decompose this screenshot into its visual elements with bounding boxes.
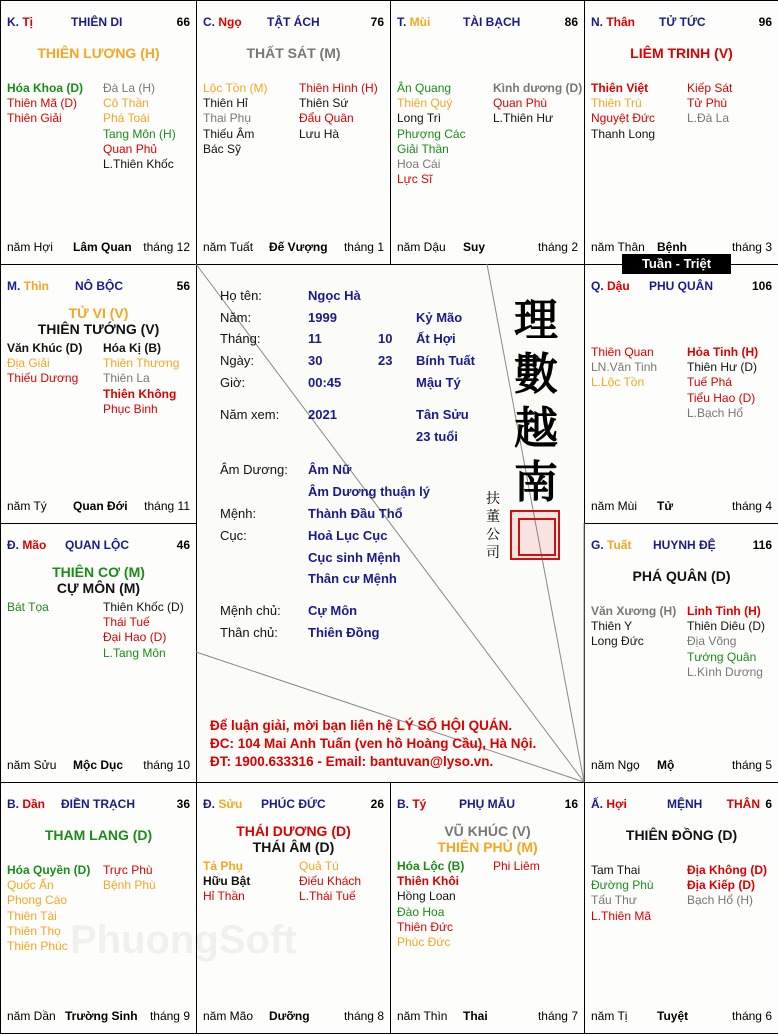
minor-star: LN.Văn Tinh (591, 360, 658, 375)
palace-name: TỬ TỨC (659, 15, 706, 29)
minor-star: Phong Cáo (7, 893, 68, 908)
palace-number: 116 (752, 538, 772, 552)
minor-star: Tả Phụ (203, 859, 244, 873)
footer-stage: Tuyệt (657, 1009, 689, 1023)
minor-star: Linh Tinh (H) (687, 604, 761, 618)
menh-label: Mệnh: (220, 506, 257, 521)
minor-star: Thiên Việt (591, 81, 649, 95)
minor-star: Bệnh Phù (103, 878, 156, 893)
small-char-2: 董 (486, 509, 500, 525)
than-chu-value: Thiên Đồng (308, 625, 380, 640)
main-star: PHÁ QUÂN (D) (632, 568, 731, 584)
day-lunar: 23 (378, 353, 393, 368)
palace-number: 76 (370, 15, 384, 29)
minor-star: Tiểu Hao (D) (687, 390, 756, 405)
menh-chu-value: Cự Môn (308, 603, 358, 618)
palace-branch-text: Q. Dậu (591, 279, 630, 293)
footer-year: năm Hợi (7, 240, 53, 254)
minor-star: Lưu Hà (299, 126, 340, 141)
footer-month: tháng 12 (143, 240, 190, 254)
palace-name: QUAN LỘC (65, 538, 129, 552)
minor-star: Thanh Long (591, 126, 656, 141)
minor-star: Văn Xương (H) (591, 604, 677, 618)
minor-star: L.Kình Dương (687, 664, 763, 679)
footer-month: tháng 11 (144, 499, 190, 513)
footer-stage: Dưỡng (269, 1009, 310, 1023)
palace-branch-text: T. Mùi (397, 15, 431, 29)
footer-stage: Mộc Dục (73, 758, 124, 772)
month-label: Tháng: (220, 331, 261, 346)
amduong-note: Âm Dương thuận lý (308, 484, 430, 499)
minor-star: Tướng Quân (687, 649, 757, 664)
minor-star: L.Bạch Hổ (687, 405, 744, 420)
month-lunar: 10 (378, 331, 393, 346)
contact-line-1: Để luận giải, mời bạn liên hệ LÝ SỐ HỘI QUÁN. (210, 718, 513, 733)
minor-star: Hỏa Tinh (H) (687, 345, 759, 359)
footer-month: tháng 10 (143, 758, 190, 772)
minor-star: Cô Thần (103, 96, 149, 111)
day-label: Ngày: (220, 353, 254, 368)
minor-star: Thiên Hư (D) (687, 360, 758, 375)
minor-star: Ân Quang (397, 81, 452, 95)
minor-star: Kiếp Sát (687, 81, 733, 95)
minor-star: Quan Phủ (103, 141, 158, 156)
minor-star: Lộc Tồn (M) (203, 81, 268, 95)
palace-number: 16 (564, 797, 578, 811)
minor-star: Bác Sỹ (203, 141, 242, 156)
minor-star: Thiên Tài (7, 908, 57, 923)
minor-star: Hỉ Thần (203, 889, 245, 904)
palace-branch-text: Đ. Mão (7, 538, 47, 552)
main-star: THÁI DƯƠNG (D) (236, 823, 351, 839)
minor-star: L.Thiên Hư (493, 111, 554, 126)
minor-star: Địa Võng (687, 634, 737, 649)
main-star: THIÊN TƯỚNG (V) (37, 321, 160, 337)
minor-star: Đà La (H) (103, 81, 156, 95)
main-star: THÁI ÂM (D) (252, 839, 335, 855)
view-year-label: Năm xem: (220, 407, 280, 422)
small-char-1: 扶 (486, 491, 500, 507)
minor-star: Tang Môn (H) (103, 126, 176, 141)
minor-star: L.Thiên Khốc (103, 156, 174, 171)
menh-value: Thành Đầu Thổ (308, 506, 403, 521)
footer-month: tháng 2 (537, 240, 578, 254)
palace-name: PHÚC ĐỨC (261, 797, 326, 811)
minor-star: Thiên La (103, 371, 150, 386)
minor-star: Địa Không (D) (687, 863, 767, 877)
palace-branch-text: K. Tị (7, 15, 34, 29)
footer-month: tháng 1 (343, 240, 384, 254)
minor-star: Long Đức (591, 634, 644, 649)
day-value: 30 (308, 353, 323, 368)
palace-branch-text: G. Tuất (591, 538, 632, 552)
amduong-value: Âm Nữ (308, 462, 352, 477)
than-marker: THÂN (726, 797, 760, 811)
minor-star: Hữu Bật (203, 874, 251, 889)
footer-stage: Thai (463, 1009, 488, 1023)
minor-star: Hoa Cái (397, 156, 441, 171)
small-calligraphy (486, 490, 502, 562)
footer-stage: Tử (657, 499, 674, 513)
footer-stage: Suy (463, 240, 486, 254)
minor-star: Thiên Phúc (7, 938, 68, 953)
minor-star: Thiên Hình (H) (299, 81, 378, 95)
palace-branch-text: B. Tý (397, 797, 427, 811)
palace-branch-text: N. Thân (591, 15, 636, 29)
palace-name: HUYNH ĐỆ (653, 538, 716, 552)
footer-stage: Lâm Quan (73, 240, 132, 254)
palace-number: 106 (751, 279, 772, 293)
main-star: CỰ MÔN (M) (56, 580, 141, 596)
day-canchi: Bính Tuất (416, 353, 475, 368)
minor-star: Hóa Lộc (B) (397, 859, 465, 873)
palace-name: NÔ BỘC (75, 279, 123, 293)
palace-branch-text: C. Ngọ (203, 15, 242, 29)
palace-name: PHỤ MẪU (459, 797, 515, 811)
minor-star: Thiên Không (103, 386, 177, 401)
minor-star: L.Thiên Mã (591, 908, 652, 923)
minor-star: Thiên Sứ (299, 96, 349, 111)
minor-star: Thiên Thọ (7, 923, 61, 938)
watermark-text: PhuongSoft (70, 918, 297, 962)
minor-star: Quốc Ấn (7, 878, 54, 893)
hour-label: Giờ: (220, 375, 246, 390)
minor-star: Đẩu Quân (299, 111, 354, 126)
minor-star: Hóa Khoa (D) (7, 81, 83, 95)
month-value: 11 (308, 331, 322, 346)
minor-star: Hóa Kị (B) (103, 341, 161, 355)
footer-year: năm Sửu (7, 758, 57, 772)
minor-star: Thiên Thương (103, 356, 180, 371)
footer-month: tháng 3 (731, 240, 772, 254)
minor-star: L.Lộc Tồn (591, 375, 645, 390)
footer-year: năm Tuất (203, 240, 254, 254)
main-star: THAM LANG (D) (44, 827, 153, 843)
palace-number: 46 (176, 538, 190, 552)
palace-number: 86 (564, 15, 578, 29)
small-char-3: 公 (486, 527, 500, 543)
minor-star: Địa Kiếp (D) (687, 878, 756, 893)
small-char-4: 司 (486, 545, 500, 561)
minor-star: L.Thái Tuế (299, 889, 356, 904)
footer-year: năm Dần (7, 1009, 56, 1023)
minor-star: Thiên Trù (591, 96, 642, 111)
contact-line-3: ĐT: 1900.633316 - Email: bantuvan@lyso.vn. (210, 754, 494, 769)
minor-star: Bát Tọa (7, 600, 49, 614)
footer-year: năm Mùi (591, 499, 638, 513)
main-star: THIÊN PHỦ (M) (437, 839, 538, 855)
minor-star: Đại Hao (D) (103, 630, 167, 645)
palace-number: 26 (370, 797, 384, 811)
palace-name: THIÊN DI (71, 15, 123, 29)
main-star: LIÊM TRINH (V) (630, 45, 733, 61)
footer-stage: Mộ (657, 758, 675, 772)
minor-star: Long Trì (397, 111, 442, 126)
calligraphy-char-2: 數 (514, 349, 558, 400)
footer-stage: Quan Đới (73, 499, 128, 513)
cuc-note2: Thân cư Mệnh (308, 571, 397, 586)
age-value: 23 tuổi (416, 429, 458, 444)
minor-star: Phượng Các (397, 126, 466, 141)
minor-star: Quả Tú (299, 859, 339, 873)
contact-line-2: ĐC: 104 Mai Anh Tuấn (ven hồ Hoàng Cầu), Hà Nội. (210, 736, 537, 751)
month-canchi: Ất Hợi (416, 331, 456, 346)
footer-month: tháng 8 (343, 1009, 384, 1023)
year-label: Năm: (220, 310, 252, 325)
minor-star: Phá Toái (103, 111, 150, 126)
minor-star: Thái Tuế (103, 615, 150, 630)
cuc-value: Hoả Lục Cục (308, 528, 388, 543)
minor-star: Thiếu Âm (203, 126, 255, 141)
minor-star: Thai Phụ (203, 111, 252, 126)
minor-star: Thiên Quý (397, 96, 453, 111)
minor-star: Tam Thai (591, 863, 641, 877)
amduong-label: Âm Dương: (220, 462, 288, 477)
palace-number: 96 (758, 15, 772, 29)
minor-star: Hồng Loan (397, 889, 456, 904)
minor-star: Thiên Diêu (D) (687, 619, 766, 634)
year-value: 1999 (308, 310, 337, 325)
palace-branch-text: Đ. Sửu (203, 797, 243, 811)
footer-month: tháng 4 (731, 499, 772, 513)
minor-star: Hóa Quyền (D) (7, 863, 91, 877)
palace-number: 6 (765, 797, 772, 811)
minor-star: Nguyệt Đức (591, 111, 656, 126)
main-star: THẤT SÁT (M) (246, 45, 341, 61)
minor-star: Đào Hoa (397, 904, 445, 919)
minor-star: Tuế Phá (687, 375, 732, 390)
minor-star: Thiên Mã (D) (7, 96, 78, 111)
main-star: TỬ VI (V) (68, 305, 129, 321)
footer-year: năm Thìn (397, 1009, 448, 1023)
minor-star: Điếu Khách (299, 874, 362, 889)
palace-number: 56 (176, 279, 190, 293)
palace-name: MỆNH (667, 797, 703, 811)
calligraphy-char-4: 南 (514, 457, 558, 508)
footer-month: tháng 9 (149, 1009, 190, 1023)
palace-name: TÀI BẠCH (463, 15, 521, 29)
minor-star: Giải Thần (397, 141, 449, 156)
minor-star: Thiên Đức (397, 919, 454, 934)
minor-star: Lực Sĩ (397, 172, 433, 187)
minor-star: Kình dương (D) (493, 81, 583, 95)
red-seal-stamp (510, 510, 560, 560)
minor-star: Trực Phù (103, 863, 153, 877)
minor-star: Thiên Y (591, 619, 633, 634)
footer-year: năm Mão (203, 1009, 254, 1023)
minor-star: Thiên Quan (591, 345, 654, 359)
minor-star: Bạch Hổ (H) (687, 893, 754, 908)
palace-number: 66 (176, 15, 190, 29)
footer-stage: Đế Vượng (269, 240, 328, 254)
year-canchi: Kỷ Mão (416, 310, 463, 325)
view-year-value: 2021 (308, 407, 337, 422)
minor-star: Phục Binh (103, 401, 158, 416)
name-value: Ngọc Hà (308, 288, 361, 303)
minor-star: Thiên Giải (7, 111, 62, 126)
main-star: THIÊN LƯƠNG (H) (37, 45, 160, 61)
minor-star: Thiên Hỉ (203, 96, 248, 111)
view-year-canchi: Tân Sửu (416, 407, 469, 422)
calligraphy-char-1: 理 (514, 295, 558, 346)
menh-chu-label: Mệnh chủ: (220, 603, 281, 618)
cuc-label: Cục: (220, 528, 247, 543)
footer-year: năm Tý (7, 499, 47, 513)
minor-star: L.Tang Môn (103, 645, 166, 660)
hour-value: 00:45 (308, 375, 342, 390)
minor-star: Thiên Khốc (D) (103, 600, 184, 614)
footer-year: năm Ngọ (591, 758, 640, 772)
center-info-panel (196, 264, 584, 782)
calligraphy-char-3: 越 (514, 403, 558, 454)
footer-stage: Trường Sinh (65, 1009, 138, 1023)
minor-star: L.Đà La (687, 111, 730, 126)
main-star: THIÊN ĐỒNG (D) (625, 827, 738, 843)
minor-star: Tử Phù (687, 96, 728, 111)
palace-branch-text: M. Thìn (7, 279, 49, 293)
footer-month: tháng 7 (537, 1009, 578, 1023)
palace-number: 36 (176, 797, 190, 811)
palace-branch-text: Ấ. Hợi (591, 797, 627, 811)
footer-month: tháng 6 (731, 1009, 772, 1023)
minor-star: Địa Giải (7, 356, 50, 371)
footer-year: năm Thân (591, 240, 645, 254)
than-chu-label: Thân chủ: (220, 625, 278, 640)
footer-stage: Bệnh (657, 240, 687, 254)
main-star: VŨ KHÚC (V) (444, 823, 531, 839)
minor-star: Quan Phù (493, 96, 548, 111)
minor-star: Phi Liêm (493, 859, 540, 873)
palace-name: PHU QUÂN (649, 279, 714, 293)
footer-year: năm Tị (591, 1009, 628, 1023)
minor-star: Văn Khúc (D) (7, 341, 83, 355)
minor-star: Thiên Khôi (397, 874, 459, 889)
minor-star: Tấu Thư (591, 893, 637, 908)
palace-name: TẬT ÁCH (267, 15, 320, 29)
palace-branch-text: B. Dần (7, 797, 46, 811)
footer-month: tháng 5 (731, 758, 772, 772)
calligraphy-logo (506, 294, 566, 510)
footer-year: năm Dậu (397, 240, 446, 254)
main-star: THIÊN CƠ (M) (52, 564, 145, 580)
name-label: Họ tên: (220, 288, 262, 303)
minor-star: Phúc Đức (397, 934, 451, 949)
palace-name: ĐIỀN TRẠCH (61, 797, 135, 811)
minor-star: Thiếu Dương (7, 371, 79, 386)
tuan-triet-badge: Tuần - Triệt (622, 254, 731, 274)
cuc-note1: Cục sinh Mệnh (308, 550, 401, 565)
hour-canchi: Mậu Tý (416, 375, 461, 390)
minor-star: Đường Phù (591, 878, 654, 893)
